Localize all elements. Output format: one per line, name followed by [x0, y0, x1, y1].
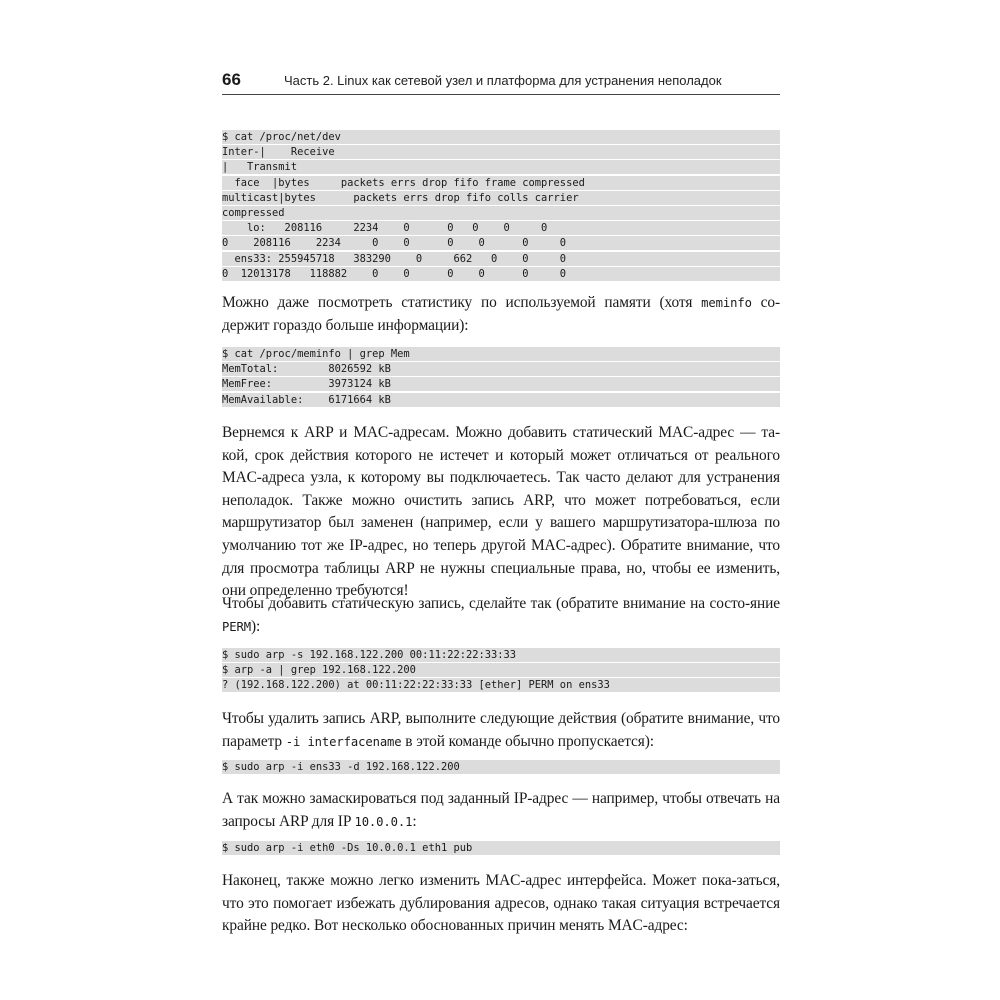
book-page: [222, 70, 780, 935]
paragraph-static-entry: [222, 593, 780, 638]
code-line: $ sudo arp -s 192.168.122.200 00:11:22:22:33:33: [222, 648, 780, 662]
code-line: Inter-| Receive: [222, 145, 780, 159]
code-block-arp-delete: [222, 760, 780, 775]
paragraph-text: в этой команде обычно пропускается):: [401, 732, 654, 750]
paragraph-text: со-держит гораздо больше информации):: [222, 294, 780, 334]
paragraph-text: :: [412, 812, 417, 830]
inline-code: PERM: [222, 619, 251, 634]
code-line: MemTotal: 8026592 kB: [222, 362, 780, 376]
paragraph-text: Чтобы добавить статическую запись, сделайте так (обратите внимание на состо-яние: [222, 595, 780, 612]
code-line: compressed: [222, 206, 780, 220]
paragraph-text: А так можно замаскироваться под заданный IP-адрес — например, чтобы отвечать на запросы ARP для IP: [222, 790, 780, 830]
code-line: lo: 208116 2234 0 0 0 0 0: [222, 221, 780, 235]
code-block-arp-static: [222, 648, 780, 694]
code-line: MemAvailable: 6171664 kB: [222, 393, 780, 407]
code-line: $ cat /proc/net/dev: [222, 130, 780, 144]
running-head: Часть 2. Linux как сетевой узел и платформа для устранения неполадок: [284, 73, 722, 88]
code-line: face |bytes packets errs drop fifo frame compressed: [222, 176, 780, 190]
code-line: multicast|bytes packets errs drop fifo colls carrier: [222, 191, 780, 205]
inline-code: meminfo: [701, 296, 752, 310]
code-line: ? (192.168.122.200) at 00:11:22:22:33:33 [ether] PERM on ens33: [222, 678, 780, 692]
page-number: 66: [222, 70, 241, 89]
paragraph-delete-entry: [222, 708, 780, 753]
code-line: $ sudo arp -i ens33 -d 192.168.122.200: [222, 760, 780, 774]
paragraph-meminfo: [222, 292, 780, 337]
page-header: [222, 70, 780, 95]
inline-code: 10.0.0.1: [354, 814, 413, 829]
paragraph-proxy-arp: [222, 788, 780, 833]
code-line: $ arp -a | grep 192.168.122.200: [222, 663, 780, 677]
code-line: 0 12013178 118882 0 0 0 0 0 0: [222, 267, 780, 281]
code-block-proc-net-dev: [222, 130, 780, 282]
paragraph-text: Чтобы удалить запись ARP, выполните следующие действия (обратите внимание, что параметр: [222, 710, 780, 750]
paragraph-text: ):: [250, 617, 261, 635]
code-block-arp-pub: [222, 841, 780, 856]
code-line: | Transmit: [222, 160, 780, 174]
code-line: 0 208116 2234 0 0 0 0 0 0: [222, 236, 780, 250]
inline-code: -i interfacename: [285, 734, 402, 749]
code-line: $ sudo arp -i eth0 -Ds 10.0.0.1 eth1 pub: [222, 841, 780, 855]
paragraph-arp-mac: Вернемся к ARP и MAC-адресам. Можно добавить статический MAC-адрес — та-кой, срок действия которого не истечет и который может отличаться от реального MAC-адреса узла, к которому вы подключаетесь. Так часто делают для устранения неполадок. Также можно очистить запись ARP, что может потребоваться, если маршрутизатор был заменен (например, если у вашего маршрутизатора-шлюза по умолчанию тот же IP-адрес, но теперь другой MAC-адрес). Обратите внимание, что для просмотра таблицы ARP не нужны специальные права, но, чтобы ее изменить, они определенно требуются!: [222, 424, 780, 600]
code-line: ens33: 255945718 383290 0 662 0 0 0: [222, 252, 780, 266]
code-line: $ cat /proc/meminfo | grep Mem: [222, 347, 780, 361]
code-line: MemFree: 3973124 kB: [222, 377, 780, 391]
paragraph-change-mac: Наконец, также можно легко изменить MAC-адрес интерфейса. Может пока-заться, что это помогает избежать дублирования адресов, однако такая ситуация встречается крайне редко. Вот несколько обоснованных причин менять MAC-адрес:: [222, 872, 780, 935]
code-block-meminfo: [222, 347, 780, 408]
paragraph-text: Можно даже посмотреть статистику по используемой памяти (хотя: [222, 294, 702, 311]
